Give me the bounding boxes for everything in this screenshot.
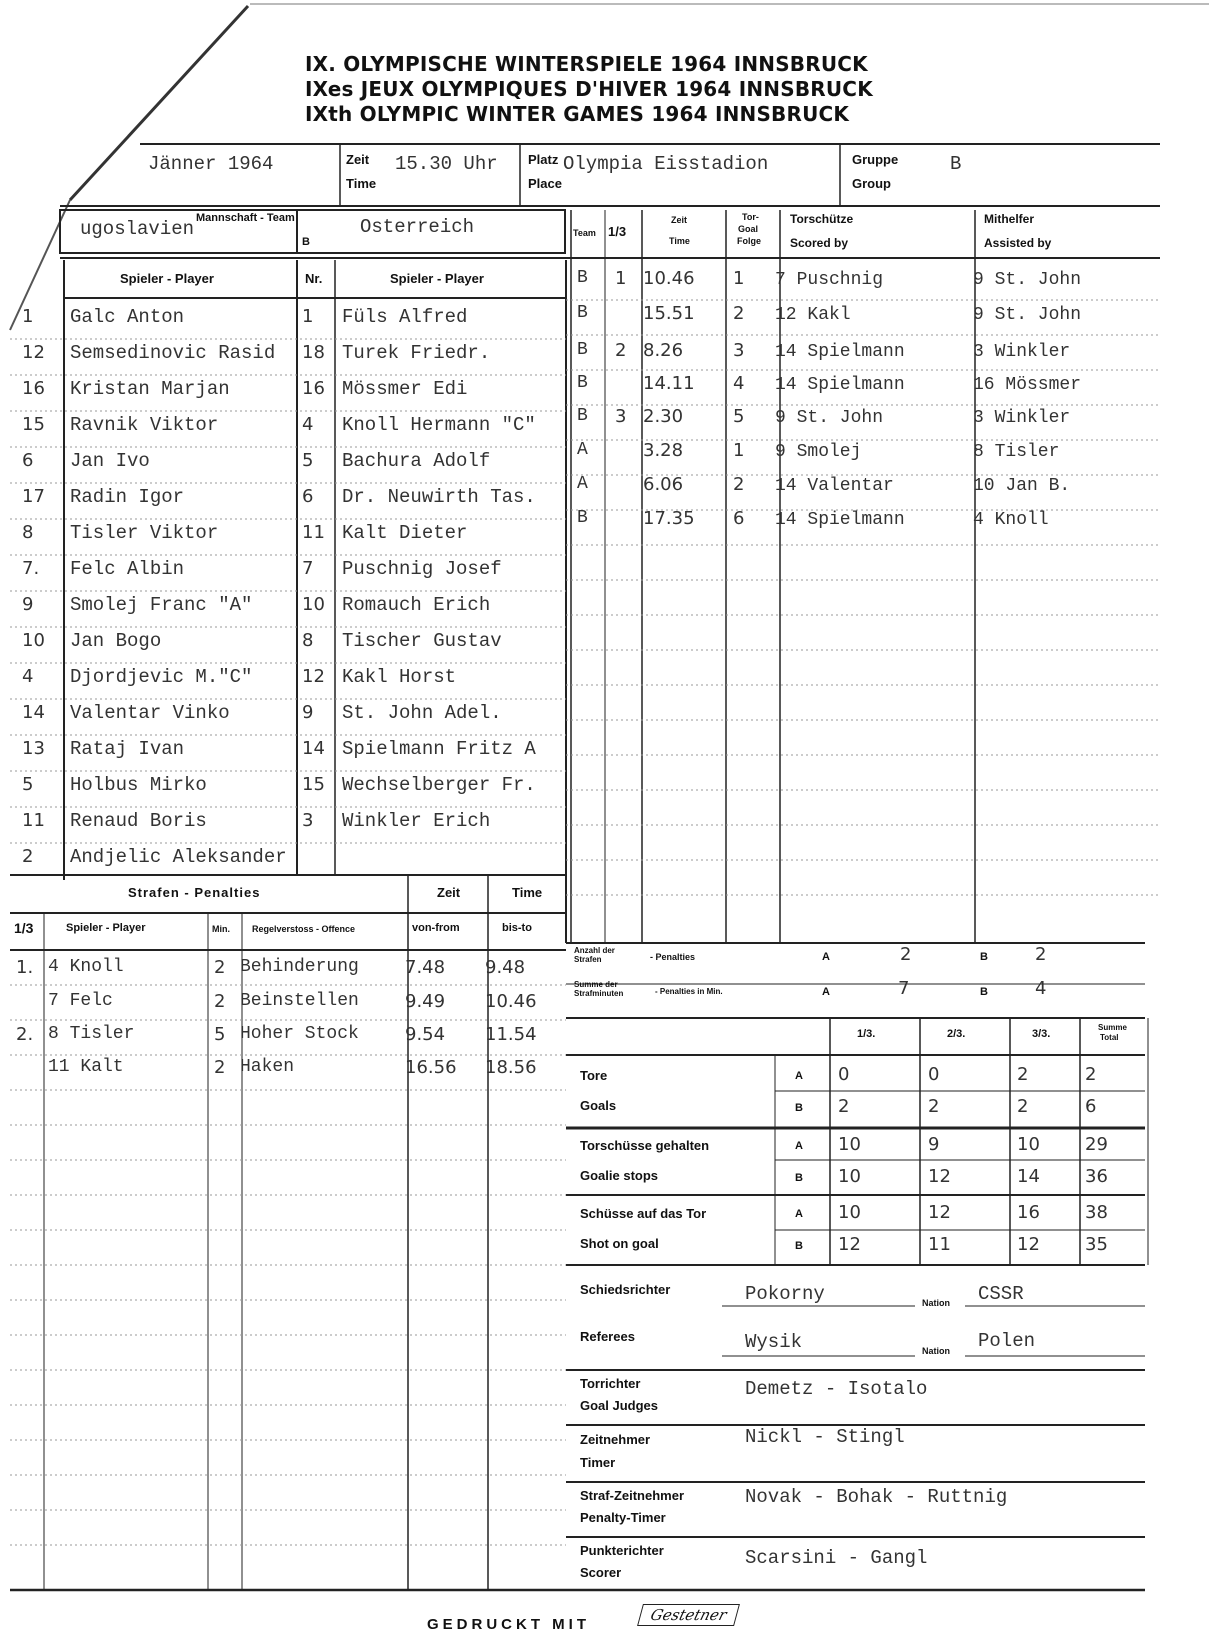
penalties-time-en: Time bbox=[512, 885, 543, 900]
roster-b-nr: 7 bbox=[302, 558, 314, 579]
roster-a-nr: 8 bbox=[22, 522, 34, 543]
penalty-minutes-label-de: Summe der Strafminuten bbox=[574, 980, 624, 998]
match-place: Olympia Eisstadion bbox=[563, 153, 769, 175]
stat-a-value: 12 bbox=[928, 1202, 951, 1223]
goal-scorer: 14 Spielmann bbox=[775, 510, 905, 530]
roster-a-name: Andjelic Aleksander bbox=[70, 846, 287, 868]
roster-a-name: Valentar Vinko bbox=[70, 702, 230, 724]
stat-b-value: 36 bbox=[1085, 1166, 1108, 1187]
goal-time: 3.28 bbox=[643, 440, 684, 461]
goal-header-scorer-en: Scored by bbox=[790, 236, 849, 250]
nr-header: Nr. bbox=[305, 271, 323, 286]
penalty-minutes-label-en: - Penalties in Min. bbox=[655, 987, 723, 996]
roster-b-name: St. John Adel. bbox=[342, 702, 502, 724]
goal-header-order-de: Tor- bbox=[742, 212, 759, 222]
roster-a-nr: 16 bbox=[22, 378, 45, 399]
roster-a-name: Smolej Franc "A" bbox=[70, 594, 253, 616]
penalty-timer-label-de: Straf-Zeitnehmer bbox=[580, 1488, 685, 1503]
goal-time: 14.11 bbox=[643, 373, 695, 394]
roster-a-nr: 17 bbox=[22, 486, 45, 507]
penalty-min: 2 bbox=[214, 1057, 226, 1078]
penalty-offence: Beinstellen bbox=[240, 991, 359, 1011]
penalty-to: 9.48 bbox=[485, 957, 526, 978]
stat-a-value: 16 bbox=[1017, 1202, 1040, 1223]
goal-period: 1 bbox=[615, 268, 627, 289]
stat-b-letter: B bbox=[795, 1240, 803, 1252]
roster-a-nr: 1 bbox=[22, 306, 34, 327]
penalties-title: Strafen - Penalties bbox=[128, 885, 261, 900]
roster-a-name: Felc Albin bbox=[70, 558, 185, 580]
roster-a-nr: 15 bbox=[22, 414, 45, 435]
roster-b-name: Kalt Dieter bbox=[342, 522, 468, 544]
penalty-count-a-letter: A bbox=[822, 951, 830, 963]
gestetner-logo: Gestetner bbox=[637, 1604, 740, 1626]
roster-a-name: Jan Ivo bbox=[70, 450, 150, 472]
stat-a-letter: A bbox=[795, 1070, 803, 1082]
roster-a-name: Rataj Ivan bbox=[70, 738, 185, 760]
penalty-from: 16.56 bbox=[405, 1057, 457, 1078]
goal-order: 2 bbox=[733, 474, 745, 495]
stat-b-value: 11 bbox=[928, 1234, 951, 1255]
roster-b-name: Knoll Hermann "C" bbox=[342, 414, 536, 436]
goal-time: 6.06 bbox=[643, 474, 684, 495]
roster-a-name: Semsedinovic Rasid bbox=[70, 342, 276, 364]
roster-a-name: Radin Igor bbox=[70, 486, 185, 508]
roster-b-nr: 16 bbox=[302, 378, 325, 399]
penalty-minutes-b: 4 bbox=[1035, 978, 1047, 999]
goal-header-order-mid: Goal bbox=[738, 224, 759, 234]
penalty-count-label-de: Anzahl der Strafen bbox=[574, 946, 615, 964]
roster-b-nr: 11 bbox=[302, 522, 325, 543]
group-label-en: Group bbox=[852, 176, 891, 191]
stat-a-value: 2 bbox=[1017, 1064, 1029, 1085]
stat-b-value: 12 bbox=[928, 1166, 951, 1187]
roster-a-name: Kristan Marjan bbox=[70, 378, 230, 400]
goal-order: 5 bbox=[733, 406, 745, 427]
goal-team: B bbox=[577, 406, 588, 426]
place-label-en: Place bbox=[528, 176, 562, 191]
stat-b-value: 14 bbox=[1017, 1166, 1040, 1187]
roster-b-nr: 6 bbox=[302, 486, 314, 507]
roster-a-nr: 10 bbox=[22, 630, 45, 651]
goal-scorer: 9 Smolej bbox=[775, 442, 862, 462]
timer-names: Nickl - Stingl bbox=[745, 1426, 905, 1448]
goal-header-assist-de: Mithelfer bbox=[984, 212, 1035, 226]
stat-a-value: 38 bbox=[1085, 1202, 1108, 1223]
goal-scorer: 7 Puschnig bbox=[775, 270, 884, 290]
goal-time: 2.30 bbox=[643, 406, 684, 427]
stat-b-value: 6 bbox=[1085, 1096, 1097, 1117]
referee-2: Wysik bbox=[745, 1331, 803, 1353]
goal-period: 2 bbox=[615, 340, 627, 361]
stat-label-en: Goals bbox=[580, 1098, 617, 1113]
penalty-period: 1. bbox=[16, 957, 34, 978]
goal-judges: Demetz - Isotalo bbox=[745, 1378, 928, 1400]
roster-b-nr: 14 bbox=[302, 738, 325, 759]
goal-order: 4 bbox=[733, 373, 745, 394]
stat-a-letter: A bbox=[795, 1208, 803, 1220]
stat-a-value: 10 bbox=[838, 1134, 861, 1155]
roster-b-name: Kakl Horst bbox=[342, 666, 457, 688]
place-label-de: Platz bbox=[528, 152, 559, 167]
team-a-player-header: Spieler - Player bbox=[120, 271, 214, 286]
roster-a-nr: 9 bbox=[22, 594, 34, 615]
goal-team: A bbox=[577, 440, 588, 460]
goal-order: 6 bbox=[733, 508, 745, 529]
penalty-from: 7.48 bbox=[405, 957, 446, 978]
roster-a-nr: 12 bbox=[22, 342, 45, 363]
timer-label-en: Timer bbox=[580, 1455, 616, 1470]
stat-b-value: 2 bbox=[928, 1096, 940, 1117]
roster-b-nr: 10 bbox=[302, 594, 325, 615]
goal-scorer: 14 Valentar bbox=[775, 476, 894, 496]
referee-1-nation-label: Nation bbox=[922, 1298, 950, 1308]
stat-label-de: Torschüsse gehalten bbox=[580, 1138, 710, 1153]
goal-assist: 9 St. John bbox=[973, 305, 1082, 325]
penalties-player-header: Spieler - Player bbox=[66, 922, 146, 934]
goal-assist: 4 Knoll bbox=[973, 510, 1049, 530]
stats-header-p3: 3/3. bbox=[1032, 1028, 1051, 1040]
stat-label-en: Goalie stops bbox=[580, 1168, 659, 1183]
roster-a-nr: 14 bbox=[22, 702, 45, 723]
penalty-minutes-b-letter: B bbox=[980, 986, 988, 998]
team-b-player-header: Spieler - Player bbox=[390, 271, 484, 286]
scorer-names: Scarsini - Gangl bbox=[745, 1547, 928, 1569]
roster-a-name: Ravnik Viktor bbox=[70, 414, 219, 436]
team-b-letter: B bbox=[302, 236, 310, 248]
goal-judges-label-de: Torrichter bbox=[580, 1376, 641, 1391]
penalty-count-b: 2 bbox=[1035, 944, 1047, 965]
roster-b-nr: 3 bbox=[302, 810, 314, 831]
penalty-player: 11 Kalt bbox=[48, 1057, 124, 1077]
team-label: Mannschaft - Team bbox=[196, 212, 295, 224]
scorer-label-en: Scorer bbox=[580, 1565, 622, 1580]
goal-header-assist-en: Assisted by bbox=[984, 236, 1052, 250]
stat-a-value: 2 bbox=[1085, 1064, 1097, 1085]
roster-b-name: Füls Alfred bbox=[342, 306, 468, 328]
stat-a-value: 29 bbox=[1085, 1134, 1108, 1155]
roster-a-nr: 11 bbox=[22, 810, 45, 831]
penalties-time-de: Zeit bbox=[437, 885, 461, 900]
goal-assist: 10 Jan B. bbox=[973, 476, 1071, 496]
goal-time: 10.46 bbox=[643, 268, 695, 289]
penalty-player: 8 Tisler bbox=[48, 1024, 135, 1044]
penalty-offence: Haken bbox=[240, 1057, 295, 1077]
group-label-de: Gruppe bbox=[852, 152, 899, 167]
roster-b-name: Mössmer Edi bbox=[342, 378, 468, 400]
roster-b-name: Spielmann Fritz A bbox=[342, 738, 536, 760]
goal-order: 3 bbox=[733, 340, 745, 361]
penalty-timer-label-en: Penalty-Timer bbox=[580, 1510, 666, 1525]
roster-a-name: Tisler Viktor bbox=[70, 522, 219, 544]
roster-b-name: Puschnig Josef bbox=[342, 558, 502, 580]
penalty-period: 2. bbox=[16, 1024, 34, 1045]
roster-a-name: Djordjevic M."C" bbox=[70, 666, 253, 688]
goal-team: A bbox=[577, 474, 588, 494]
referees-label-en: Referees bbox=[580, 1329, 635, 1344]
stat-b-letter: B bbox=[795, 1172, 803, 1184]
goal-time: 15.51 bbox=[643, 303, 695, 324]
referee-2-nation-label: Nation bbox=[922, 1346, 950, 1356]
goal-header-order-en: Folge bbox=[737, 236, 761, 246]
penalty-to: 11.54 bbox=[485, 1024, 537, 1045]
roster-b-nr: 5 bbox=[302, 450, 314, 471]
penalties-min-header: Min. bbox=[212, 924, 230, 934]
goal-order: 1 bbox=[733, 268, 745, 289]
stat-a-value: 10 bbox=[838, 1202, 861, 1223]
match-time: 15.30 Uhr bbox=[395, 153, 498, 175]
penalty-to: 18.56 bbox=[485, 1057, 537, 1078]
goal-judges-label-en: Goal Judges bbox=[580, 1398, 659, 1413]
title-line-3: IXth OLYMPIC WINTER GAMES 1964 INNSBRUCK bbox=[305, 102, 850, 126]
goal-header-scorer-de: Torschütze bbox=[790, 212, 854, 226]
goal-assist: 9 St. John bbox=[973, 270, 1082, 290]
penalty-player: 7 Felc bbox=[48, 991, 113, 1011]
penalty-min: 5 bbox=[214, 1024, 226, 1045]
penalty-offence: Hoher Stock bbox=[240, 1024, 359, 1044]
stats-header-p2: 2/3. bbox=[947, 1028, 966, 1040]
stat-label-en: Shot on goal bbox=[580, 1236, 659, 1251]
goal-period: 3 bbox=[615, 406, 627, 427]
team-a-name: ugoslavien bbox=[80, 218, 195, 240]
time-label-de: Zeit bbox=[346, 152, 370, 167]
stat-b-value: 35 bbox=[1085, 1234, 1108, 1255]
roster-a-name: Galc Anton bbox=[70, 306, 185, 328]
roster-a-nr: 6 bbox=[22, 450, 34, 471]
goal-team: B bbox=[577, 303, 588, 323]
stat-b-value: 12 bbox=[838, 1234, 861, 1255]
roster-b-name: Turek Friedr. bbox=[342, 342, 491, 364]
goal-order: 2 bbox=[733, 303, 745, 324]
penalty-count-a: 2 bbox=[900, 944, 912, 965]
referee-1-nation: CSSR bbox=[978, 1283, 1024, 1305]
roster-b-name: Romauch Erich bbox=[342, 594, 491, 616]
roster-a-nr: 7. bbox=[22, 558, 40, 579]
roster-b-nr: 1 bbox=[302, 306, 314, 327]
roster-a-nr: 13 bbox=[22, 738, 45, 759]
title-line-1: IX. OLYMPISCHE WINTERSPIELE 1964 INNSBRUCK bbox=[305, 52, 868, 76]
goal-time: 17.35 bbox=[643, 508, 695, 529]
referee-1: Pokorny bbox=[745, 1283, 825, 1305]
penalty-from: 9.49 bbox=[405, 991, 446, 1012]
goal-assist: 3 Winkler bbox=[973, 342, 1071, 362]
roster-b-nr: 8 bbox=[302, 630, 314, 651]
penalty-min: 2 bbox=[214, 957, 226, 978]
goal-team: B bbox=[577, 340, 588, 360]
goal-scorer: 9 St. John bbox=[775, 408, 884, 428]
penalties-third: 1/3 bbox=[14, 920, 34, 936]
time-label-en: Time bbox=[346, 176, 377, 191]
stat-a-letter: A bbox=[795, 1140, 803, 1152]
goal-header-third: 1/3 bbox=[608, 224, 627, 239]
penalty-from: 9.54 bbox=[405, 1024, 446, 1045]
goal-header-time-de: Zeit bbox=[671, 215, 688, 225]
stat-b-value: 10 bbox=[838, 1166, 861, 1187]
roster-a-nr: 2 bbox=[22, 846, 34, 867]
roster-b-nr: 15 bbox=[302, 774, 325, 795]
stat-a-value: 0 bbox=[928, 1064, 940, 1085]
goal-assist: 16 Mössmer bbox=[973, 375, 1082, 395]
roster-a-name: Jan Bogo bbox=[70, 630, 162, 652]
stats-header-total-en: Total bbox=[1100, 1033, 1119, 1042]
referee-2-nation: Polen bbox=[978, 1330, 1036, 1352]
goal-scorer: 14 Spielmann bbox=[775, 342, 905, 362]
stat-label-de: Tore bbox=[580, 1068, 608, 1083]
scorer-label-de: Punkterichter bbox=[580, 1543, 664, 1558]
title-line-2: IXes JEUX OLYMPIQUES D'HIVER 1964 INNSBRUCK bbox=[305, 77, 873, 101]
penalty-count-b-letter: B bbox=[980, 951, 988, 963]
goal-assist: 3 Winkler bbox=[973, 408, 1071, 428]
penalties-from-header: von-from bbox=[412, 922, 460, 934]
roster-b-name: Wechselberger Fr. bbox=[342, 774, 536, 796]
roster-b-nr: 4 bbox=[302, 414, 314, 435]
roster-b-name: Dr. Neuwirth Tas. bbox=[342, 486, 536, 508]
footer-printed: GEDRUCKT MIT bbox=[427, 1616, 590, 1633]
penalty-to: 10.46 bbox=[485, 991, 537, 1012]
roster-a-name: Holbus Mirko bbox=[70, 774, 207, 796]
referees-label-de: Schiedsrichter bbox=[580, 1282, 671, 1297]
roster-b-name: Winkler Erich bbox=[342, 810, 491, 832]
stat-a-value: 10 bbox=[1017, 1134, 1040, 1155]
stat-b-value: 12 bbox=[1017, 1234, 1040, 1255]
team-b-name: Osterreich bbox=[360, 216, 475, 238]
roster-b-name: Bachura Adolf bbox=[342, 450, 491, 472]
goal-scorer: 14 Spielmann bbox=[775, 375, 905, 395]
stat-b-value: 2 bbox=[1017, 1096, 1029, 1117]
match-date: Jänner 1964 bbox=[148, 153, 274, 175]
roster-b-name: Tischer Gustav bbox=[342, 630, 502, 652]
penalty-min: 2 bbox=[214, 991, 226, 1012]
roster-a-nr: 4 bbox=[22, 666, 34, 687]
match-group: B bbox=[950, 153, 962, 175]
stats-header-p1: 1/3. bbox=[857, 1028, 876, 1040]
stat-a-value: 9 bbox=[928, 1134, 940, 1155]
goal-team: B bbox=[577, 268, 588, 288]
penalty-minutes-a-letter: A bbox=[822, 986, 830, 998]
penalty-minutes-a: 7 bbox=[898, 978, 910, 999]
goal-order: 1 bbox=[733, 440, 745, 461]
goal-time: 8.26 bbox=[643, 340, 684, 361]
penalty-timer-names: Novak - Bohak - Ruttnig bbox=[745, 1486, 1008, 1508]
timer-label-de: Zeitnehmer bbox=[580, 1432, 651, 1447]
roster-b-nr: 12 bbox=[302, 666, 325, 687]
roster-b-nr: 18 bbox=[302, 342, 325, 363]
goal-team: B bbox=[577, 373, 588, 393]
penalties-offence-header: Regelverstoss - Offence bbox=[252, 924, 356, 934]
penalty-offence: Behinderung bbox=[240, 957, 359, 977]
stat-label-de: Schüsse auf das Tor bbox=[580, 1206, 707, 1221]
roster-a-name: Renaud Boris bbox=[70, 810, 207, 832]
goal-scorer: 12 Kakl bbox=[775, 305, 851, 325]
goal-assist: 8 Tisler bbox=[973, 442, 1060, 462]
stat-b-value: 2 bbox=[838, 1096, 850, 1117]
goal-team: B bbox=[577, 508, 588, 528]
stats-header-total-de: Summe bbox=[1098, 1023, 1127, 1032]
goal-header-time-en: Time bbox=[669, 236, 690, 246]
penalty-player: 4 Knoll bbox=[48, 957, 124, 977]
penalty-count-label-en: - Penalties bbox=[650, 952, 696, 962]
stat-a-value: 0 bbox=[838, 1064, 850, 1085]
stat-b-letter: B bbox=[795, 1102, 803, 1114]
roster-b-nr: 9 bbox=[302, 702, 314, 723]
penalties-to-header: bis-to bbox=[502, 922, 532, 934]
goal-header-team: Team bbox=[573, 228, 596, 238]
roster-a-nr: 5 bbox=[22, 774, 34, 795]
